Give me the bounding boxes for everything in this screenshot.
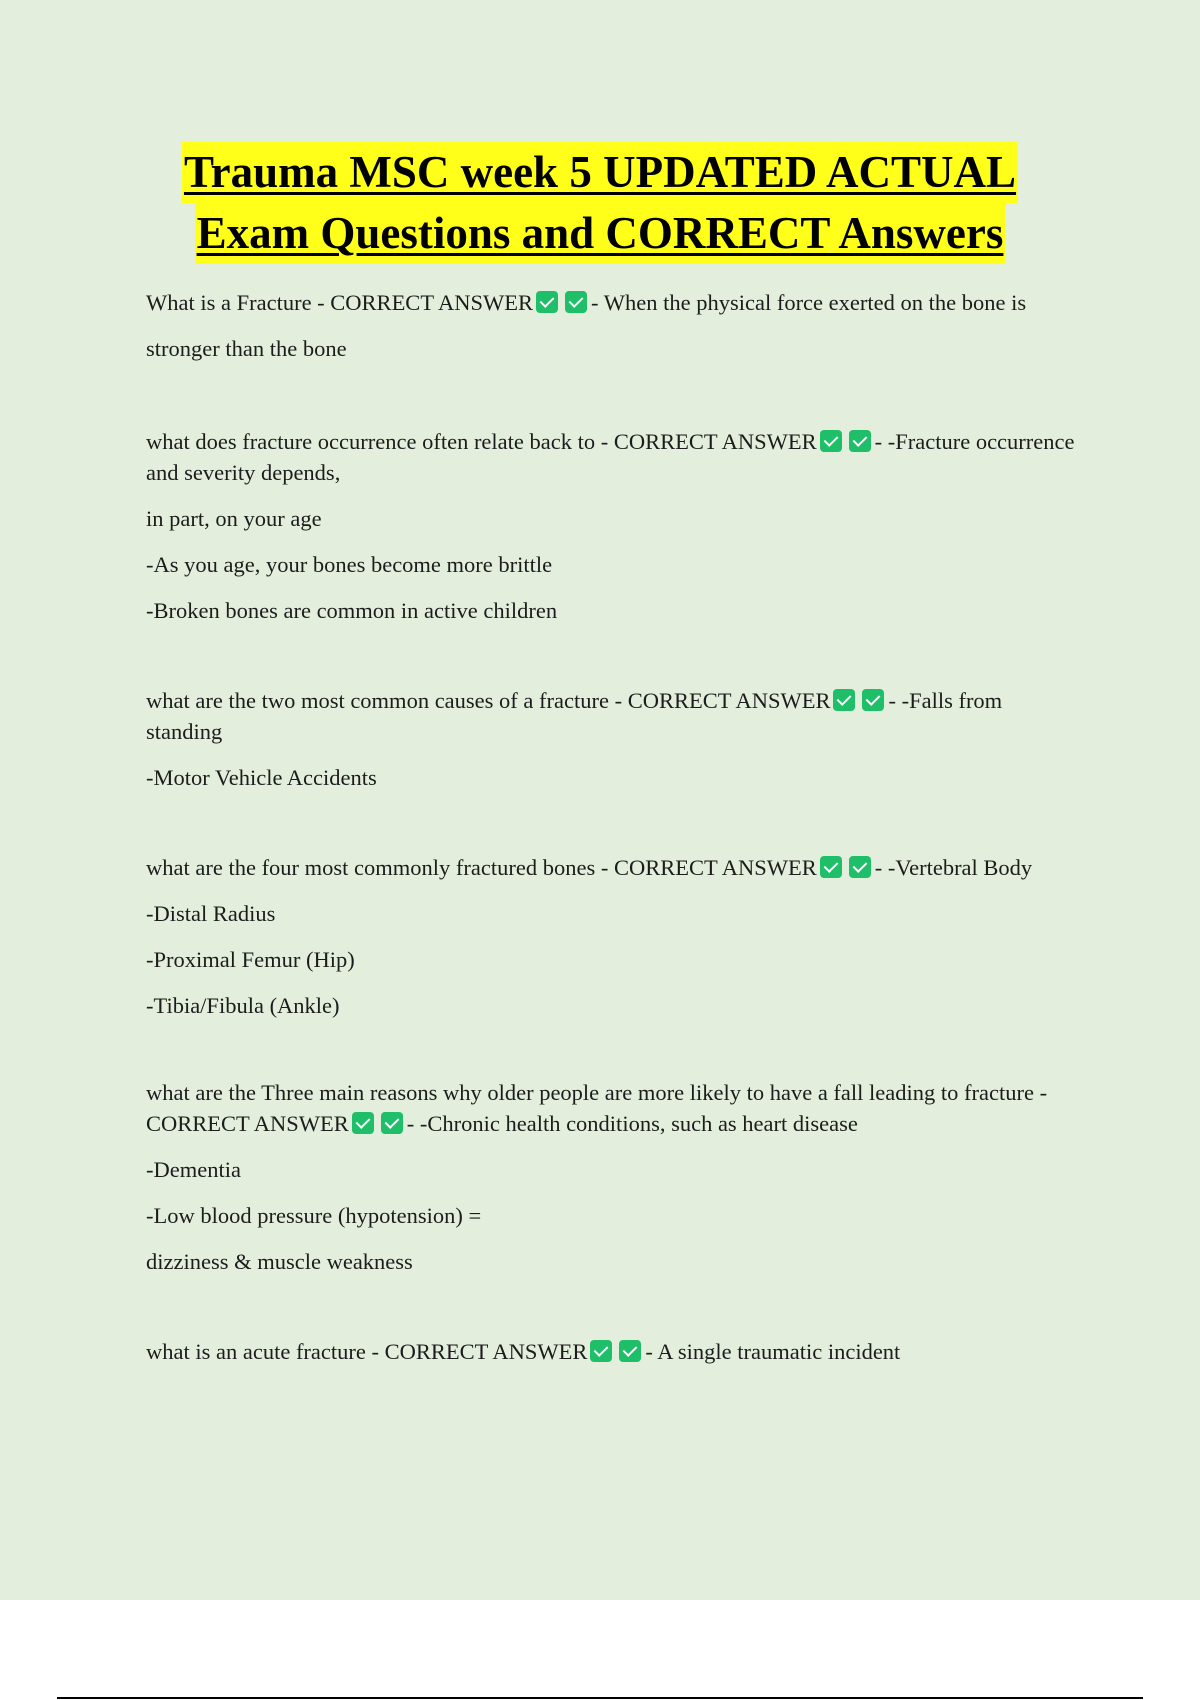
qa-list bbox=[146, 280, 1076, 1367]
qa-item bbox=[146, 852, 1076, 1021]
qa-question-line bbox=[146, 280, 1076, 372]
check-mark-icon bbox=[820, 430, 842, 452]
answer-line: in part, on your age bbox=[146, 506, 322, 531]
answer-line: dizziness & muscle weakness bbox=[146, 1249, 413, 1274]
check-mark-icon bbox=[862, 689, 884, 711]
answer-line: -Distal Radius bbox=[146, 901, 276, 926]
check-mark-icon bbox=[820, 856, 842, 878]
check-mark-icon bbox=[565, 291, 587, 313]
document-title bbox=[0, 142, 1200, 264]
answer-text: - -Vertebral Body bbox=[874, 855, 1033, 880]
question-text: what does fracture occurrence often relate back to - bbox=[146, 429, 614, 454]
answer-line: -Proximal Femur (Hip) bbox=[146, 947, 355, 972]
qa-question-line bbox=[146, 1336, 1076, 1367]
answer-line: -Dementia bbox=[146, 1157, 241, 1182]
check-mark-icon bbox=[590, 1340, 612, 1362]
answer-line: -Broken bones are common in active children bbox=[146, 598, 558, 623]
question-text: what is an acute fracture - bbox=[146, 1339, 385, 1364]
answer-marker: CORRECT ANSWER bbox=[146, 1111, 349, 1136]
answer-marker: CORRECT ANSWER bbox=[330, 290, 534, 315]
qa-item bbox=[146, 280, 1076, 372]
check-mark-icon bbox=[849, 856, 871, 878]
answer-marker: CORRECT ANSWER bbox=[613, 855, 817, 880]
answer-line: -Tibia/Fibula (Ankle) bbox=[146, 993, 340, 1018]
question-text: what are the two most common causes of a fracture - bbox=[146, 688, 628, 713]
question-text: what are the four most commonly fractured bones - bbox=[146, 855, 614, 880]
qa-question-line bbox=[146, 852, 1076, 883]
answer-marker: CORRECT ANSWER bbox=[627, 688, 831, 713]
check-mark-icon bbox=[536, 291, 558, 313]
qa-item bbox=[146, 426, 1076, 626]
answer-line: -As you age, your bones become more brittle bbox=[146, 552, 553, 577]
check-mark-icon bbox=[619, 1340, 641, 1362]
check-mark-icon bbox=[849, 430, 871, 452]
question-text: What is a Fracture - bbox=[146, 290, 331, 315]
answer-text: - When the physical force exerted on the bone is stronger than the bone bbox=[146, 290, 1027, 361]
qa-question-line bbox=[146, 426, 1076, 488]
qa-item bbox=[146, 1336, 1076, 1367]
qa-question-line bbox=[146, 1077, 1076, 1139]
answer-text: - -Chronic health conditions, such as heart disease bbox=[406, 1111, 858, 1136]
answer-marker: CORRECT ANSWER bbox=[384, 1339, 588, 1364]
footer-divider bbox=[57, 1697, 1143, 1699]
qa-item bbox=[146, 1077, 1076, 1277]
answer-text: - A single traumatic incident bbox=[645, 1339, 901, 1364]
title-line-2: Exam Questions and CORRECT Answers bbox=[195, 203, 1006, 264]
answer-line: -Low blood pressure (hypotension) = bbox=[146, 1203, 482, 1228]
check-mark-icon bbox=[381, 1112, 403, 1134]
answer-line: -Motor Vehicle Accidents bbox=[146, 765, 377, 790]
question-text: what are the Three main reasons why older people are more likely to have a fall leading to fracture - bbox=[146, 1080, 1048, 1105]
check-mark-icon bbox=[352, 1112, 374, 1134]
answer-marker: CORRECT ANSWER bbox=[613, 429, 817, 454]
answer-text: - -Falls from standing bbox=[146, 688, 1003, 744]
check-mark-icon bbox=[833, 689, 855, 711]
answer-text: - -Fracture occurrence and severity depends, bbox=[146, 429, 1075, 485]
qa-question-line bbox=[146, 685, 1076, 747]
title-line-1: Trauma MSC week 5 UPDATED ACTUAL bbox=[182, 142, 1018, 203]
qa-item bbox=[146, 685, 1076, 793]
